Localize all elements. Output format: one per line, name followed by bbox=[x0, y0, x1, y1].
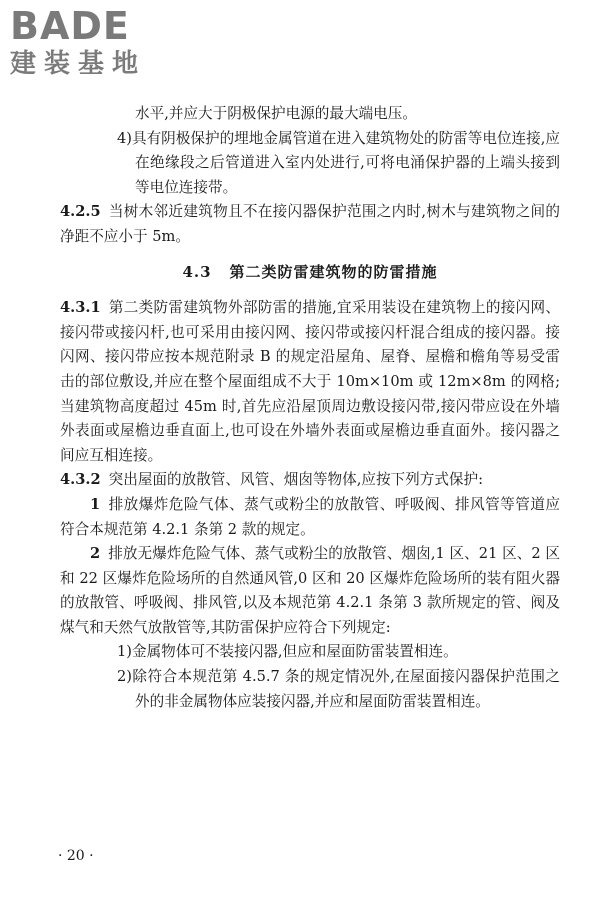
clause-4-2-5 bbox=[60, 200, 560, 249]
logo-subtitle: 建装基地 bbox=[10, 49, 147, 79]
clause-text: 当树木邻近建筑物且不在接闪器保护范围之内时,树木与建筑物之间的净距不应小于 5m。 bbox=[60, 203, 560, 245]
clause-number: 4.3.2 bbox=[60, 471, 101, 489]
sub-item-2: 2)除符合本规范第 4.5.7 条的规定情况外,在屋面接闪器保护范围之外的非金属物体应装接闪器,并应和屋面防雷装置相连。 bbox=[117, 668, 560, 710]
logo-wordmark: BADE bbox=[10, 4, 130, 48]
paragraph-continuation: 水平,并应大于阴极保护电源的最大端电压。 bbox=[135, 105, 417, 122]
item-text: 排放无爆炸危险气体、蒸气或粉尘的放散管、烟囱,1 区、21 区、2 区和 22 区爆炸危险场所的自然通风管,0 区和 20 区爆炸危险场所的装有阻火器的放散管、呼吸阀、排风管,以及本规范第 4.2.1 条第 3 款所规定的管、阀及煤气和天然气放散管等,其防雷保护应符合下列规定: bbox=[60, 545, 560, 636]
item-text: 排放爆炸危险气体、蒸气或粉尘的放散管、呼吸阀、排风管等管道应符合本规范第 4.2.1 条第 2 款的规定。 bbox=[60, 495, 560, 538]
logo bbox=[10, 6, 180, 80]
sub-item-4: 4)具有阴极保护的埋地金属管道在进入建筑物处的防雷等电位连接,应在绝缘段之后管道进入室内处进行,可将电涌保护器的上端头接到等电位连接带。 bbox=[117, 129, 560, 196]
clause-text: 第二类防雷建筑物外部防雷的措施,宜采用装设在建筑物上的接闪网、接闪带或接闪杆,也可采用由接闪网、接闪带或接闪杆混合组成的接闪器。接闪网、接闪带应按本规范附录 B 的规定沿屋角、屋脊、屋檐和檐角等易受雷击的部位敷设,并应在整个屋面组成不大于 10m×10m 或 12m×8m 的网格;当建筑物高度超过 45m 时,首先应沿屋顶周边敷设接闪带,接闪带应设在外墙外表面或屋檐边垂直面上,也可设在外墙外表面或屋檐边垂直面外。接闪器之间应互相连接。 bbox=[60, 299, 560, 464]
clause-4-3-1 bbox=[60, 296, 560, 468]
clause-number: 4.3.1 bbox=[60, 299, 101, 317]
clause-4-3-2 bbox=[60, 468, 560, 493]
sub-item-1: 1)金属物体可不装接闪器,但应和屋面防雷装置相连。 bbox=[117, 643, 458, 661]
document-body bbox=[60, 102, 560, 714]
item-number: 2 bbox=[90, 545, 101, 563]
section-title: 第二类防雷建筑物的防雷措施 bbox=[229, 262, 438, 281]
section-number: 4.3 bbox=[182, 262, 212, 281]
clause-number: 4.2.5 bbox=[60, 203, 101, 221]
numbered-item-2 bbox=[60, 542, 560, 640]
item-number: 1 bbox=[90, 495, 101, 513]
section-heading bbox=[60, 260, 560, 285]
page-number: · 20 · bbox=[58, 848, 94, 864]
numbered-item-1 bbox=[60, 493, 560, 542]
clause-text: 突出屋面的放散管、风管、烟囱等物体,应按下列方式保护: bbox=[108, 471, 484, 489]
